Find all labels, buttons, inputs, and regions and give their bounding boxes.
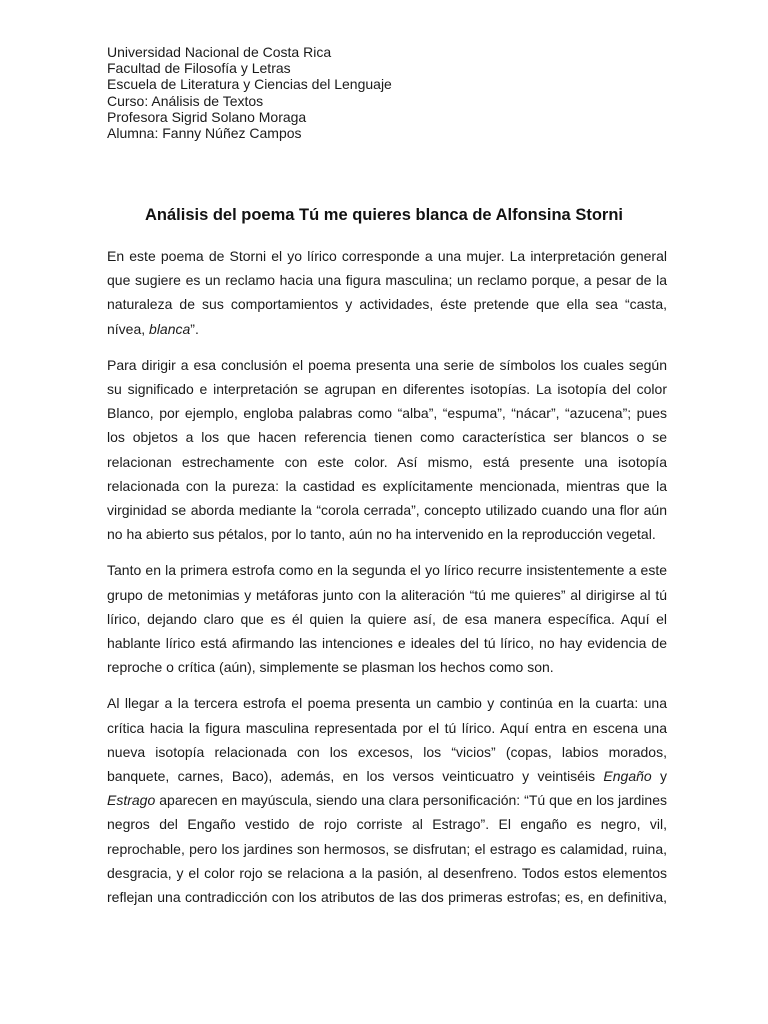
paragraph-2: [107, 353, 667, 547]
text-line: desgracia, y el color rojo se relaciona a la pasión, al desenfreno. Todos estos elementos: [107, 864, 667, 881]
text-line: [107, 788, 667, 812]
header-professor: Profesora Sigrid Solano Moraga: [107, 108, 307, 125]
text-segment: banquete, carnes, Baco), además, en los versos veinticuatro y veintiséis: [107, 768, 604, 785]
emphasis-estrago: Estrago: [107, 792, 156, 809]
document-header: [107, 44, 667, 141]
text-segment: ”.: [190, 320, 199, 337]
paragraph-4: [107, 691, 667, 909]
text-line: virginidad se aborda mediante la “corola cerrada”, concepto utilizado cuando una flor aún: [107, 502, 667, 519]
text-line: no ha abierto sus pétalos, por lo tanto, aún no ha intervenido en la reproducción vegetal.: [107, 526, 656, 543]
text-line: lírico, dejando claro que es él quien la quiere así, de esa manera específica. Aquí el: [107, 610, 667, 627]
text-line: Al llegar a la tercera estrofa el poema presenta un cambio y continúa en la cuarta: una: [107, 695, 667, 712]
text-line: reprochable, pero los jardines son hermosos, se disfrutan; el estrago es calamidad, ruina,: [107, 840, 667, 857]
text-line: reproche o crítica (aún), simplemente se plasman los hechos como son.: [107, 659, 554, 676]
emphasis-engano: Engaño: [603, 768, 652, 785]
header-student: Alumna: Fanny Núñez Campos: [107, 125, 302, 142]
text-line: Blanco, por ejemplo, engloba palabras como “alba”, “espuma”, “nácar”, “azucena”; pues: [107, 405, 667, 422]
text-line: negros del Engaño vestido de rojo corriste al Estrago”. El engaño es negro, vil,: [107, 816, 667, 833]
text-line: naturaleza de sus comportamientos y actividades, éste pretende que ella sea “casta,: [107, 296, 667, 313]
header-school: Escuela de Literatura y Ciencias del Lenguaje: [107, 76, 392, 93]
paragraph-1: [107, 244, 667, 341]
text-line: hablante lírico está afirmando las intenciones e ideales del tú lírico, no hay evidencia de: [107, 635, 667, 652]
text-line: [107, 764, 667, 788]
text-line: reflejan una contradicción con los atributos de las dos primeras estrofas; es, en definitiva,: [107, 889, 667, 906]
paragraph-3: [107, 558, 667, 679]
text-segment: y: [651, 768, 668, 785]
text-line: Para dirigir a esa conclusión el poema presenta una serie de símbolos los cuales según: [107, 356, 667, 373]
document-body: [107, 244, 667, 921]
text-line: grupo de metonimias y metáforas junto con la aliteración “tú me quieres” al dirigirse al tú: [107, 586, 667, 603]
text-line: que sugiere es un reclamo hacia una figura masculina; un reclamo porque, a pesar de la: [107, 272, 667, 289]
text-line: [107, 317, 667, 341]
text-line: relacionan estrechamente con este color. Así mismo, está presente una isotopía: [107, 453, 667, 470]
header-faculty: Facultad de Filosofía y Letras: [107, 60, 291, 77]
text-line: su significado e interpretación se agrupan en diferentes isotopías. La isotopía del color: [107, 381, 667, 398]
header-course: Curso: Análisis de Textos: [107, 92, 264, 109]
header-university: Universidad Nacional de Costa Rica: [107, 44, 332, 60]
text-line: relacionada con la pureza: la castidad es explícitamente mencionada, mientras que la: [107, 477, 667, 494]
text-segment: nívea,: [107, 320, 150, 337]
text-line: nueva isotopía relacionada con los excesos, los “vicios” (copas, labios morados,: [107, 743, 667, 760]
text-segment: aparecen en mayúscula, siendo una clara personificación: “Tú que en los jardines: [155, 792, 667, 809]
text-line: los objetos a los que hacen referencia tienen como característica ser blancos o se: [107, 429, 667, 446]
text-line: Tanto en la primera estrofa como en la segunda el yo lírico recurre insistentemente a este: [107, 562, 667, 579]
text-line: crítica hacia la figura masculina representada por el tú lírico. Aquí entra en escena una: [107, 719, 667, 736]
document-title: Análisis del poema Tú me quieres blanca de Alfonsina Storni: [144, 206, 623, 224]
emphasis-blanca: blanca: [149, 320, 191, 337]
text-line: En este poema de Storni el yo lírico corresponde a una mujer. La interpretación general: [107, 248, 667, 264]
